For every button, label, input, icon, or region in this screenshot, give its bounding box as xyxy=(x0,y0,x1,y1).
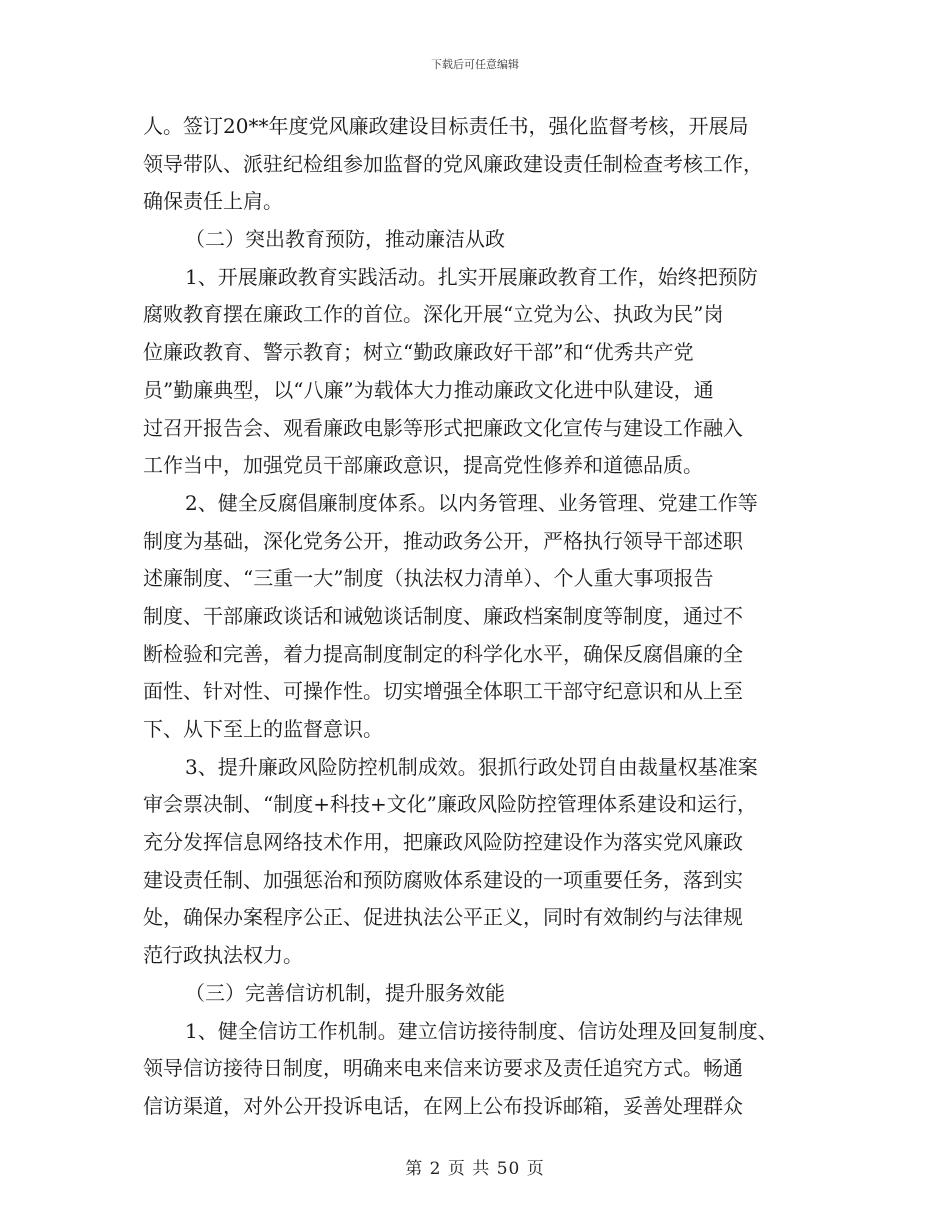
text-line: 审会票决制、“制度+科技+文化”廉政风险防控管理体系建设和运行， xyxy=(143,792,757,817)
page-number: 第 2 页 共 50 页 xyxy=(405,1159,545,1179)
text-line: 3、提升廉政风险防控机制成效。狠抓行政处罚自由裁量权基准案 xyxy=(185,754,758,779)
text-line: 制度为基础，深化党务公开，推动政务公开，严格执行领导干部述职 xyxy=(143,528,743,553)
text-line: 断检验和完善，着力提高制度制定的科学化水平，确保反腐倡廉的全 xyxy=(143,641,743,666)
text-line: 确保责任上肩。 xyxy=(143,189,283,214)
text-line: 人。签订20**年度党风廉政建设目标责任书，强化监督考核，开展局 xyxy=(143,114,749,138)
text-line: （二）突出教育预防，推动廉洁从政 xyxy=(185,227,505,252)
text-line: （三）完善信访机制，提升服务效能 xyxy=(185,980,505,1005)
text-line: 领导带队、派驻纪检组参加监督的党风廉政建设责任制检查考核工作， xyxy=(143,151,763,176)
text-line: 信访渠道，对外公开投诉电话，在网上公布投诉邮箱，妥善处理群众 xyxy=(143,1093,743,1118)
text-line: 范行政执法权力。 xyxy=(143,943,303,968)
text-line: 充分发挥信息网络技术作用，把廉政风险防控建设作为落实党风廉政 xyxy=(143,830,743,855)
text-line: 位廉政教育、警示教育；树立“勤政廉政好干部”和“优秀共产党 xyxy=(143,340,694,365)
document-body xyxy=(143,108,818,1126)
text-line: 工作当中，加强党员干部廉政意识，提高党性修养和道德品质。 xyxy=(143,453,703,478)
text-line: 2、健全反腐倡廉制度体系。以内务管理、业务管理、党建工作等 xyxy=(185,490,758,515)
text-line: 建设责任制、加强惩治和预防腐败体系建设的一项重要任务，落到实 xyxy=(143,867,743,892)
text-line: 述廉制度、“三重一大”制度（执法权力清单）、个人重大事项报告 xyxy=(143,566,714,591)
page-header-note: 下载后可任意编辑 xyxy=(431,58,519,71)
text-line: 面性、针对性、可操作性。切实增强全体职工干部守纪意识和从上至 xyxy=(143,679,743,704)
text-line: 处，确保办案程序公正、促进执法公平正义，同时有效制约与法律规 xyxy=(143,905,743,930)
text-line: 领导信访接待日制度，明确来电来信来访要求及责任追究方式。畅通 xyxy=(143,1056,743,1081)
text-line: 制度、干部廉政谈话和诫勉谈话制度、廉政档案制度等制度，通过不 xyxy=(143,603,743,628)
text-line: 过召开报告会、观看廉政电影等形式把廉政文化宣传与建设工作融入 xyxy=(143,415,743,440)
text-line: 下、从下至上的监督意识。 xyxy=(143,717,383,741)
text-line: 腐败教育摆在廉政工作的首位。深化开展“立党为公、执政为民”岗 xyxy=(143,302,724,327)
text-line: 1、健全信访工作机制。建立信访接待制度、信访处理及回复制度、 xyxy=(185,1018,778,1043)
text-line: 员”勤廉典型，以“八廉”为载体大力推动廉政文化进中队建设，通 xyxy=(143,377,714,402)
text-line: 1、开展廉政教育实践活动。扎实开展廉政教育工作，始终把预防 xyxy=(185,264,758,289)
